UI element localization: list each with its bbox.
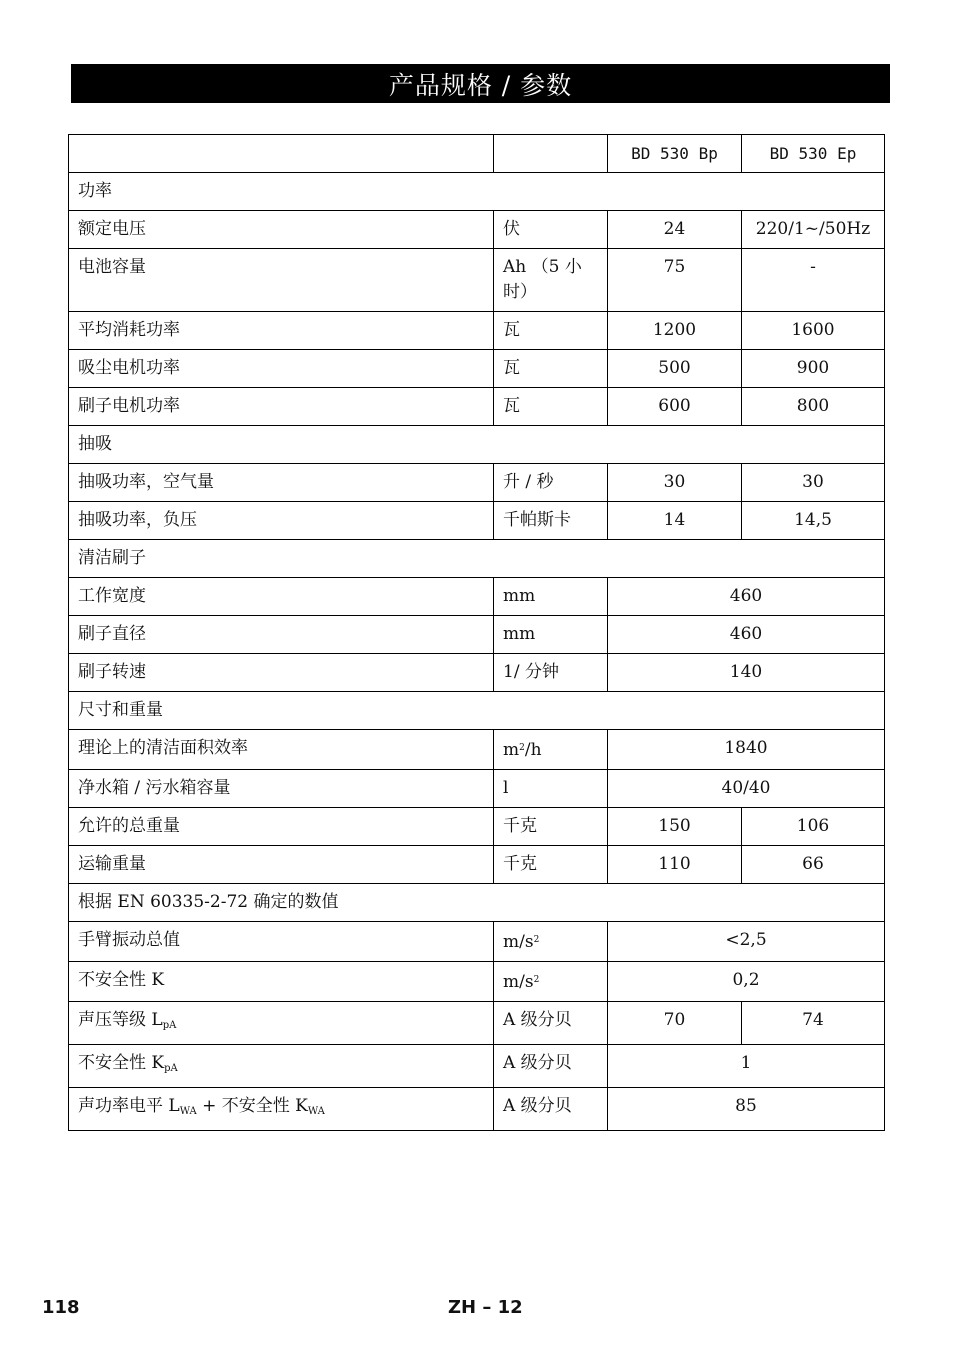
row-value: 0,2 <box>608 962 885 1002</box>
unit-base: m/s <box>503 932 534 952</box>
row-label: 刷子直径 <box>69 616 494 654</box>
table-row <box>69 211 885 249</box>
row-value-ep: 106 <box>742 808 885 846</box>
row-unit: 1/ 分钟 <box>494 654 608 692</box>
row-value-bp: 14 <box>608 502 742 540</box>
page-title-text: 产品规格 / 参数 <box>388 70 573 100</box>
row-value-bp: 110 <box>608 846 742 884</box>
section-row <box>69 884 885 922</box>
row-label: 刷子转速 <box>69 654 494 692</box>
row-unit: 瓦 <box>494 350 608 388</box>
label-base: 声压等级 L <box>78 1010 163 1030</box>
label-subscript: pA <box>162 1020 177 1031</box>
row-unit: 千帕斯卡 <box>494 502 608 540</box>
table-row <box>69 350 885 388</box>
unit-superscript: 2 <box>533 935 540 945</box>
row-value-ep: 30 <box>742 464 885 502</box>
section-power: 功率 <box>69 173 885 211</box>
section-suction: 抽吸 <box>69 426 885 464</box>
row-unit: 升 / 秒 <box>494 464 608 502</box>
section-row <box>69 426 885 464</box>
section-row <box>69 540 885 578</box>
header-empty-label <box>69 135 494 173</box>
row-label: 额定电压 <box>69 211 494 249</box>
table-row <box>69 249 885 312</box>
row-label: 电池容量 <box>69 249 494 312</box>
section-row <box>69 692 885 730</box>
unit-tail: /h <box>524 740 542 760</box>
header-row <box>69 135 885 173</box>
section-brushes: 清洁刷子 <box>69 540 885 578</box>
label-subscript: WA <box>179 1106 197 1117</box>
row-unit: A 级分贝 <box>494 1088 608 1131</box>
table-row <box>69 388 885 426</box>
row-label: 工作宽度 <box>69 578 494 616</box>
row-unit: Ah （5 小时） <box>494 249 608 312</box>
row-value: 460 <box>608 578 885 616</box>
label-subscript-2: WA <box>307 1106 325 1117</box>
section-en-values: 根据 EN 60335-2-72 确定的数值 <box>69 884 885 922</box>
unit-superscript: 2 <box>519 743 525 753</box>
table-row <box>69 464 885 502</box>
row-value-ep: 900 <box>742 350 885 388</box>
row-value-ep: 14,5 <box>742 502 885 540</box>
row-unit <box>494 962 608 1002</box>
row-label: 运输重量 <box>69 846 494 884</box>
label-mid: + 不安全性 K <box>196 1096 308 1116</box>
table-row <box>69 808 885 846</box>
section-row <box>69 173 885 211</box>
label-base: 不安全性 K <box>78 1053 165 1073</box>
row-unit: mm <box>494 616 608 654</box>
row-value-ep: - <box>742 249 885 312</box>
row-label: 抽吸功率，负压 <box>69 502 494 540</box>
row-value-bp: 150 <box>608 808 742 846</box>
row-value: 140 <box>608 654 885 692</box>
row-value: 1840 <box>608 730 885 770</box>
table-row <box>69 578 885 616</box>
table-row <box>69 730 885 770</box>
row-label <box>69 1088 494 1131</box>
row-label: 吸尘电机功率 <box>69 350 494 388</box>
table-row <box>69 922 885 962</box>
row-label <box>69 1045 494 1088</box>
table-row <box>69 846 885 884</box>
row-value-ep: 220/1~/50Hz <box>742 211 885 249</box>
row-label: 净水箱 / 污水箱容量 <box>69 770 494 808</box>
table-row <box>69 654 885 692</box>
row-label: 允许的总重量 <box>69 808 494 846</box>
row-label: 平均消耗功率 <box>69 312 494 350</box>
row-value-bp: 30 <box>608 464 742 502</box>
row-value-bp: 24 <box>608 211 742 249</box>
row-unit <box>494 730 608 770</box>
row-value: 1 <box>608 1045 885 1088</box>
row-value: 85 <box>608 1088 885 1131</box>
unit-base: m <box>503 740 520 760</box>
label-base: 声功率电平 L <box>78 1096 180 1116</box>
row-value-ep: 74 <box>742 1002 885 1045</box>
row-value: 40/40 <box>608 770 885 808</box>
row-value-bp: 500 <box>608 350 742 388</box>
row-value-ep: 1600 <box>742 312 885 350</box>
section-dimensions: 尺寸和重量 <box>69 692 885 730</box>
row-unit: mm <box>494 578 608 616</box>
table-row <box>69 962 885 1002</box>
row-value-bp: 75 <box>608 249 742 312</box>
row-unit: 千克 <box>494 808 608 846</box>
row-unit: 千克 <box>494 846 608 884</box>
table-row <box>69 616 885 654</box>
row-label: 不安全性 K <box>69 962 494 1002</box>
row-unit: 瓦 <box>494 388 608 426</box>
row-value-ep: 800 <box>742 388 885 426</box>
page-number: 118 <box>42 1297 80 1318</box>
page-title <box>71 64 890 103</box>
label-subscript: pA <box>164 1063 178 1074</box>
header-bd530bp: BD 530 Bp <box>608 135 742 173</box>
unit-superscript: 2 <box>533 975 540 985</box>
row-unit: 伏 <box>494 211 608 249</box>
header-bd530ep: BD 530 Ep <box>742 135 885 173</box>
table-row <box>69 502 885 540</box>
page-code: ZH – 12 <box>448 1297 523 1318</box>
row-value-ep: 66 <box>742 846 885 884</box>
spec-table <box>68 134 885 1131</box>
row-value: 460 <box>608 616 885 654</box>
header-empty-unit <box>494 135 608 173</box>
row-label: 理论上的清洁面积效率 <box>69 730 494 770</box>
row-unit <box>494 922 608 962</box>
row-unit: 瓦 <box>494 312 608 350</box>
table-row <box>69 770 885 808</box>
table-row <box>69 1088 885 1131</box>
row-label: 刷子电机功率 <box>69 388 494 426</box>
row-unit: A 级分贝 <box>494 1045 608 1088</box>
row-value-bp: 600 <box>608 388 742 426</box>
row-value-bp: 1200 <box>608 312 742 350</box>
row-value: <2,5 <box>608 922 885 962</box>
row-value-bp: 70 <box>608 1002 742 1045</box>
row-label: 抽吸功率，空气量 <box>69 464 494 502</box>
unit-base: m/s <box>503 972 534 992</box>
table-row <box>69 312 885 350</box>
row-unit: l <box>494 770 608 808</box>
table-row <box>69 1002 885 1045</box>
row-unit: A 级分贝 <box>494 1002 608 1045</box>
row-label: 手臂振动总值 <box>69 922 494 962</box>
table-row <box>69 1045 885 1088</box>
row-label <box>69 1002 494 1045</box>
